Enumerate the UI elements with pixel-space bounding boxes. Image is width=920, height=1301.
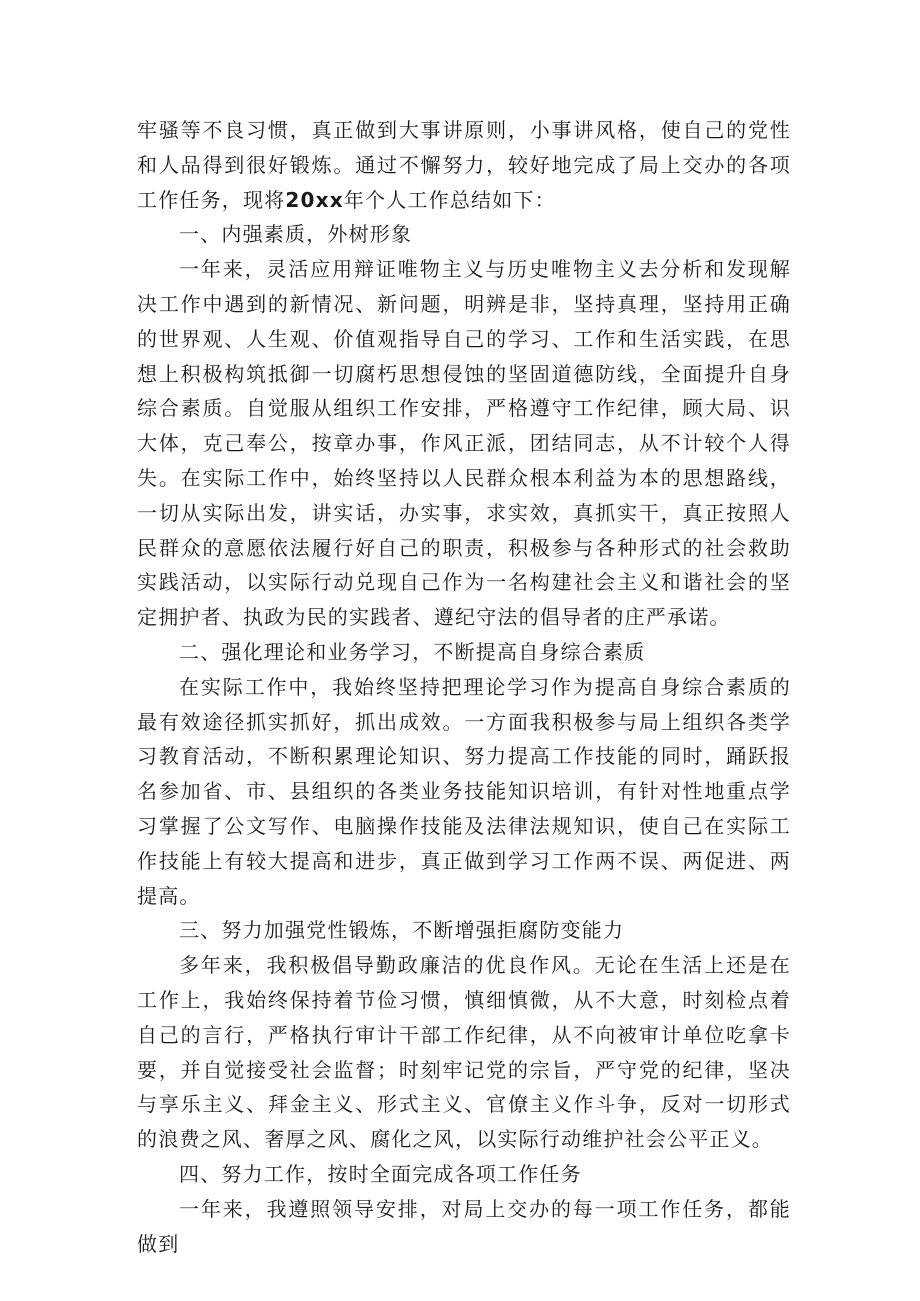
section-heading-4: 四、努力工作，按时全面完成各项工作任务 — [179, 1161, 582, 1186]
paragraph-section-3: 多年来，我积极倡导勤政廉洁的优良作风。无论在生活上还是在工作上，我始终保持着节俭习惯，慎细慎微，从不大意，时刻检点着自己的言行，严格执行审计干部工作纪律，从不向被审计单位吃拿卡要，并自觉接受社会监督；时刻牢记党的宗旨，严守党的纪律，坚决与享乐主义、拜金主义、形式主义、官僚主义作斗争，反对一切形式的浪费之风、奢厚之风、腐化之风，以实际行动维护社会公平正义。 — [137, 953, 791, 1152]
paragraph-text: 年个人工作总结如下： — [343, 187, 556, 212]
paragraph-section-4: 一年来，我遵照领导安排，对局上交办的每一项工作任务，都能做到 — [137, 1196, 791, 1256]
paragraph-section-2: 在实际工作中，我始终坚持把理论学习作为提高自身综合素质的最有效途径抓实抓好，抓出成效。一方面我积极参与局上组织各类学习教育活动，不断积累理论知识、努力提高工作技能的同时，踊跃报名参加省、市、县组织的各类业务技能知识培训，有针对性地重点学习掌握了公文写作、电脑操作技能及法律法规知识，使自己在实际工作技能上有较大提高和进步，真正做到学习工作两不误、两促进、两提高。 — [137, 674, 791, 908]
year-text: 20xx — [285, 187, 344, 212]
document-body — [137, 113, 791, 1261]
paragraph-section-1: 一年来，灵活应用辩证唯物主义与历史唯物主义去分析和发现解决工作中遇到的新情况、新问题，明辨是非，坚持真理，坚持用正确的世界观、人生观、价值观指导自己的学习、工作和生活实践，在思想上积极构筑抵御一切腐朽思想侵蚀的坚固道德防线，全面提升自身综合素质。自觉服从组织工作安排，严格遵守工作纪律，顾大局、识大体，克己奉公，按章办事，作风正派，团结同志，从不计较个人得失。在实际工作中，始终坚持以人民群众根本利益为本的思想路线，一切从实际出发，讲实话，办实事，求实效，真抓实干，真正按照人民群众的意愿依法履行好自己的职责，积极参与各种形式的社会救助实践活动，以实际行动兑现自己作为一名构建社会主义和谐社会的坚定拥护者、执政为民的实践者、遵纪守法的倡导者的庄严承诺。 — [137, 257, 791, 630]
section-heading-2: 二、强化理论和业务学习，不断提高自身综合素质 — [179, 639, 646, 664]
paragraph-text: 牢骚等不良习惯，真正做到大事讲原则，小事讲风格，使自己的党性和人品得到很好锻炼。通过不懈努力，较好地完成了局上交办的各项工作任务，现将 — [137, 118, 791, 212]
section-heading-1: 一、内强素质，外树形象 — [179, 222, 413, 247]
section-heading-3: 三、努力加强党性锻炼，不断增强拒腐防变能力 — [179, 918, 625, 943]
paragraph-continuation — [137, 113, 791, 217]
